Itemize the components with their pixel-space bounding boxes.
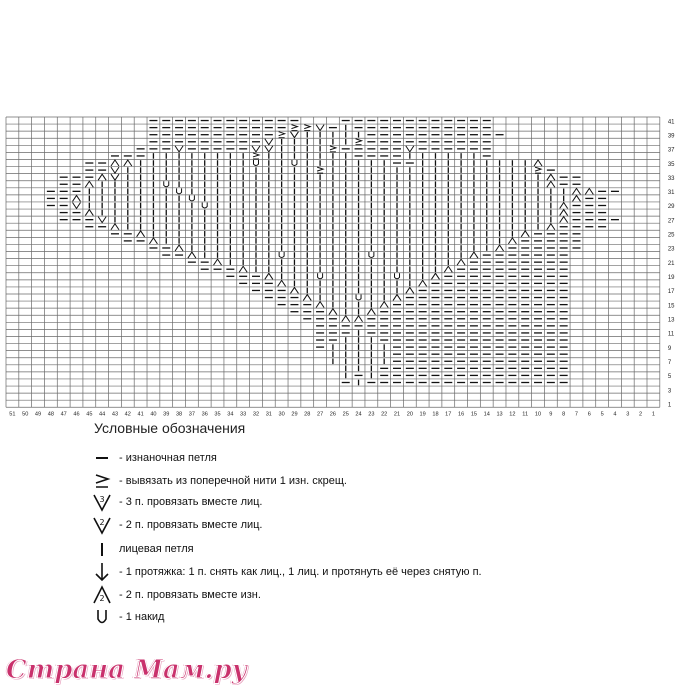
make1-mark	[535, 167, 541, 173]
p2tog-mark	[572, 188, 580, 194]
p2tog-mark	[124, 160, 132, 166]
p2tog-mark	[560, 210, 568, 216]
yo-mark	[395, 273, 400, 279]
column-number-label: 51	[9, 411, 16, 418]
legend-item-text: - 1 накид	[119, 611, 165, 623]
column-number-label: 22	[381, 411, 388, 418]
make1-mark	[279, 132, 285, 138]
row-number-label: 5	[667, 374, 672, 381]
legend-item-text: - 2 п. провязать вместе лиц.	[119, 519, 263, 531]
column-number-label: 48	[47, 411, 54, 418]
p2tog-mark	[572, 195, 580, 201]
row-number-label: 7	[667, 360, 672, 366]
svg-text:2: 2	[99, 518, 105, 527]
column-number-label: 29	[291, 411, 298, 418]
column-number-label: 47	[60, 411, 67, 418]
column-number-label: 14	[483, 411, 490, 418]
row-number-label: 41	[667, 119, 675, 126]
legend-title: Условные обозначения	[94, 420, 246, 436]
legend-item	[88, 470, 347, 492]
column-number-label: 20	[406, 411, 413, 418]
p2tog-mark	[367, 309, 375, 315]
yo-mark	[318, 273, 323, 279]
column-number-label: 16	[457, 411, 465, 418]
p2tog-mark	[380, 302, 388, 308]
k2tog-mark	[98, 217, 106, 223]
yo-mark	[292, 160, 297, 166]
column-number-label: 11	[522, 411, 529, 418]
row-number-label: 13	[667, 317, 675, 324]
row-number-label: 35	[667, 161, 675, 168]
column-number-label: 35	[214, 411, 221, 418]
column-number-label: 7	[574, 411, 579, 418]
row-number-label: 15	[667, 303, 675, 310]
p2tog-mark	[111, 224, 119, 230]
column-number-label: 13	[496, 411, 503, 418]
p2tog-mark	[585, 188, 593, 194]
column-number-label: 49	[34, 411, 42, 418]
legend-item-text: лицевая петля	[119, 543, 194, 555]
column-number-label: 31	[265, 411, 272, 418]
yo-mark	[164, 181, 169, 187]
column-number-label: 42	[124, 411, 131, 418]
column-number-label: 37	[188, 411, 196, 418]
p2tog-mark	[342, 316, 350, 322]
column-number-label: 27	[316, 411, 324, 418]
column-number-label: 32	[252, 411, 260, 418]
column-number-label: 9	[549, 411, 553, 418]
legend-item-text: - 1 протяжка: 1 п. снять как лиц., 1 лиц. и протянуть её через снятую п.	[119, 566, 482, 578]
p2tog-mark	[547, 181, 555, 187]
k2tog-icon	[88, 514, 116, 536]
k2tog-mark	[265, 146, 273, 152]
p2tog-mark	[265, 273, 273, 279]
k2tog-mark	[252, 146, 260, 152]
column-number-label: 44	[99, 411, 106, 418]
p2tog-mark	[188, 252, 196, 258]
column-number-label: 40	[150, 411, 157, 418]
ssk-arrow-icon	[88, 561, 116, 583]
k3tog-icon	[88, 491, 116, 513]
row-number-label: 3	[667, 388, 672, 395]
column-number-label: 43	[111, 411, 119, 418]
column-number-label: 1	[651, 411, 655, 418]
k2tog-mark	[73, 203, 81, 209]
p2tog-mark	[175, 245, 183, 251]
p2tog-mark	[355, 316, 363, 322]
column-number-label: 2	[639, 411, 643, 418]
column-number-label: 39	[163, 411, 170, 418]
p2tog-mark	[393, 295, 401, 301]
k2tog-mark	[290, 132, 298, 138]
p2tog-mark	[303, 295, 311, 301]
row-number-label: 23	[667, 246, 675, 253]
k2tog-mark	[406, 146, 414, 152]
column-number-label: 25	[342, 411, 349, 418]
p2tog-mark	[149, 238, 157, 244]
p2tog-mark	[214, 259, 222, 265]
p2tog-mark	[406, 287, 414, 293]
p2tog-mark	[431, 273, 439, 279]
column-number-label: 38	[175, 411, 183, 418]
legend-item	[88, 514, 262, 536]
make1-mark	[291, 125, 297, 131]
p2tog-mark	[316, 302, 324, 308]
p2tog-mark	[278, 280, 286, 286]
site-watermark: Страна Мам.ру	[6, 655, 248, 685]
row-number-label: 9	[667, 345, 672, 352]
p2tog-icon	[88, 584, 116, 606]
make1-mark	[253, 153, 259, 159]
p2tog-mark	[290, 287, 298, 293]
row-number-label: 31	[667, 190, 675, 197]
column-number-label: 18	[432, 411, 439, 418]
yo-mark	[177, 188, 182, 194]
yo-mark	[356, 295, 361, 301]
legend-item	[88, 447, 217, 469]
row-number-label: 39	[667, 133, 675, 140]
yarn-over-icon	[88, 606, 116, 628]
k2tog-mark	[265, 139, 273, 145]
column-number-label: 45	[86, 411, 93, 418]
legend-item-text: - 3 п. провязать вместе лиц.	[119, 496, 263, 508]
column-number-label: 30	[278, 411, 285, 418]
column-number-label: 24	[355, 411, 362, 418]
p2tog-mark	[457, 259, 465, 265]
legend-item	[88, 561, 482, 583]
p2tog-mark	[419, 280, 427, 286]
column-number-label: 33	[240, 411, 247, 418]
column-number-label: 8	[562, 411, 566, 418]
legend-item	[88, 538, 194, 560]
p2tog-mark	[444, 266, 452, 272]
row-number-label: 21	[667, 260, 675, 267]
column-number-label: 41	[137, 411, 144, 418]
column-number-label: 6	[587, 411, 591, 418]
p2tog-mark	[560, 217, 568, 223]
p2tog-mark	[85, 181, 93, 187]
column-number-label: 10	[534, 411, 542, 418]
k2tog-mark	[175, 146, 183, 152]
row-number-label: 17	[667, 289, 675, 296]
k2tog-mark	[111, 174, 119, 180]
column-number-label: 15	[470, 411, 478, 418]
make1-mark	[356, 139, 362, 145]
p2tog-mark	[547, 174, 555, 180]
p2tog-mark	[239, 266, 247, 272]
knit-icon	[88, 538, 116, 560]
make-one-icon	[88, 470, 116, 492]
legend-item	[88, 584, 261, 606]
yo-mark	[202, 203, 207, 209]
yo-mark	[253, 160, 258, 166]
column-number-label: 12	[509, 411, 516, 418]
yo-mark	[279, 252, 284, 258]
p2tog-mark	[496, 245, 504, 251]
column-number-label: 28	[304, 411, 311, 418]
svg-text:2: 2	[99, 594, 105, 603]
legend-item	[88, 606, 164, 628]
column-number-label: 50	[22, 411, 29, 418]
column-number-label: 19	[419, 411, 426, 418]
column-number-label: 5	[600, 411, 604, 418]
legend-item-text: - вывязать из поперечной нити 1 изн. скрещ.	[119, 475, 347, 487]
column-number-label: 3	[626, 411, 630, 418]
row-number-label: 29	[667, 204, 675, 211]
yo-mark	[369, 252, 374, 258]
row-number-label: 27	[667, 218, 675, 225]
legend-item-text: - изнаночная петля	[119, 452, 217, 464]
k2tog-mark	[111, 167, 119, 173]
make1-mark	[330, 146, 336, 152]
row-number-label: 25	[667, 232, 675, 239]
column-number-label: 17	[445, 411, 452, 418]
row-number-label: 11	[667, 331, 675, 338]
column-number-label: 34	[227, 411, 234, 418]
p2tog-mark	[329, 309, 337, 315]
k2tog-mark	[316, 125, 324, 131]
row-number-label: 1	[667, 402, 672, 409]
p2tog-mark	[137, 231, 145, 237]
purl-icon	[88, 447, 116, 469]
p2tog-mark	[470, 252, 478, 258]
p2tog-mark	[73, 195, 81, 201]
yo-mark	[189, 195, 194, 201]
legend-item	[88, 491, 262, 513]
column-number-label: 4	[613, 411, 617, 418]
column-number-label: 23	[368, 411, 375, 418]
p2tog-mark	[521, 231, 529, 237]
p2tog-mark	[111, 160, 119, 166]
column-number-label: 21	[393, 411, 401, 418]
p2tog-mark	[508, 238, 516, 244]
p2tog-mark	[98, 174, 106, 180]
column-number-label: 26	[329, 411, 337, 418]
p2tog-mark	[85, 210, 93, 216]
row-number-label: 19	[667, 275, 675, 282]
row-number-label: 33	[667, 175, 675, 182]
p2tog-mark	[534, 160, 542, 166]
column-number-label: 46	[73, 411, 80, 418]
column-number-label: 36	[201, 411, 208, 418]
make1-mark	[317, 167, 323, 173]
row-number-label: 37	[667, 147, 675, 154]
legend-item-text: - 2 п. провязать вместе изн.	[119, 589, 261, 601]
p2tog-mark	[560, 203, 568, 209]
p2tog-mark	[547, 224, 555, 230]
svg-text:3: 3	[99, 495, 105, 504]
make1-mark	[304, 125, 310, 131]
